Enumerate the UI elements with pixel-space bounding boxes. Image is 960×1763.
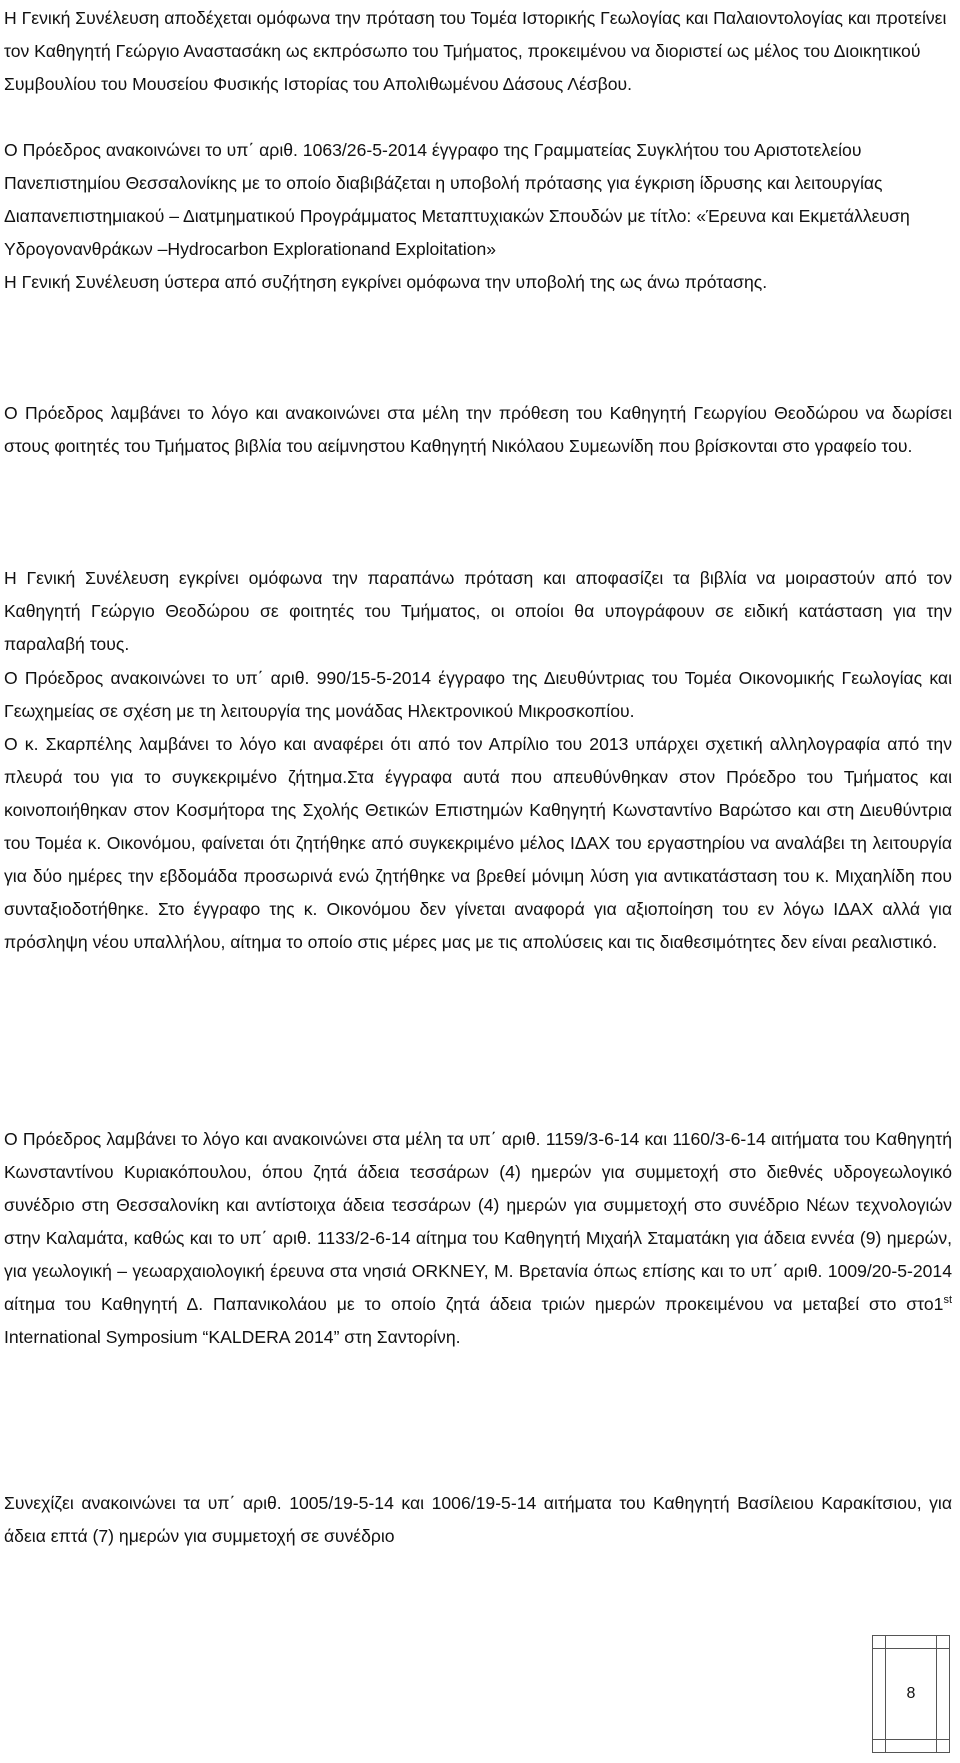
paragraph-group-microscope [4,662,952,959]
leave-requests-text: Ο Πρόεδρος λαμβάνει το λόγο και ανακοινώνει στα μέλη τα υπ΄ αριθ. 1159/3-6-14 και 1160/3-6-14 αιτήματα του Καθηγητή Κωνσταντίνου Κυριακόπουλου, όπου ζητά άδεια τεσσάρων (4) ημερών για συμμετοχή στο διεθνές υδρογεωλογικό συνέδριο στη Θεσσαλονίκη και αντίστοιχα άδεια τεσσάρων (4) ημερών για συμμετοχή στο συνέδριο Νέων τεχνολογιών στην Καλαμάτα, καθώς και το υπ΄ αριθ. 1133/2-6-14 αίτημα του Καθηγητή Μιχαήλ Σταματάκη για άδεια εννέα (9) ημερών, για γεωλογική – γεωαρχαιολογική έρευνα στα νησιά ORKNEY, Μ. Βρετανία όπως επίσης και το υπ΄ αριθ. 1009/20-5-2014 αίτημα του Καθηγητή Δ. Παπανικολάου με το οποίο ζητά άδεια τριών ημερών προκειμένου να μεταβεί στο στο1 [4,1129,952,1314]
page-number: 8 [906,1685,916,1702]
paragraph-hydrocarbon-program: Ο Πρόεδρος ανακοινώνει το υπ΄ αριθ. 1063/26-5-2014 έγγραφο της Γραμματείας Συγκλήτου του Αριστοτελείου Πανεπιστημίου Θεσσαλονίκης με το οποίο διαβιβάζεται η υποβολή πρότασης για έγκριση ίδρυσης και λειτουργίας Διαπανεπιστημιακού – Διατμηματικού Προγράμματος Μεταπτυχιακών Σπουδών με τίτλο: «Έρευνα και Εκμετάλλευση Υδρογονανθράκων –Hydrocarbon Explorationand Exploitation» [4,140,910,259]
paragraph-microscope-document: Ο Πρόεδρος ανακοινώνει το υπ΄ αριθ. 990/15-5-2014 έγγραφο της Διευθύντριας του Τομέα Οικονομικής Γεωλογίας και Γεωχημείας σε σχέση με τη λειτουργία της μονάδας Ηλεκτρονικού Μικροσκοπίου. [4,668,952,721]
paragraph-museum-board: Η Γενική Συνέλευση αποδέχεται ομόφωνα την πρόταση του Τομέα Ιστορικής Γεωλογίας και Παλαιοντολογίας και προτείνει τον Καθηγητή Γεώργιο Αναστασάκη ως εκπρόσωπο του Τμήματος, προκειμένου να διοριστεί ως μέλος του Διοικητικού Συμβουλίου του Μουσείου Φυσικής Ιστορίας του Απολιθωμένου Δάσους Λέσβου. [4,8,947,94]
leave-requests-text-end: International Symposium “KALDERA 2014” στη Σαντορίνη. [4,1327,461,1347]
paragraph-group-hydrocarbon [4,134,952,299]
paragraph-leave-requests [4,1123,952,1354]
paragraph-karakitsios-requests: Συνεχίζει ανακοινώνει τα υπ΄ αριθ. 1005/19-5-14 και 1006/19-5-14 αιτήματα του Καθηγητή Βασίλειου Καρακίτσιου, για άδεια επτά (7) ημερών για συμμετοχή σε συνέδριο [4,1493,952,1546]
paragraph-hydrocarbon-approval: Η Γενική Συνέλευση ύστερα από συζήτηση εγκρίνει ομόφωνα την υποβολή της ως άνω πρότασης. [4,272,768,292]
page-number-box [872,1635,950,1753]
paragraph-skarpelis-statement: Ο κ. Σκαρπέλης λαμβάνει το λόγο και αναφέρει ότι από τον Απρίλιο του 2013 υπάρχει σχετική αλληλογραφία από την πλευρά του για το συγκεκριμένο ζήτημα.Στα έγγραφα αυτά που απευθύνθηκαν στον Πρόεδρο του Τμήματος και κοινοποιήθηκαν στον Κοσμήτορα της Σχολής Θετικών Επιστημών Καθηγητή Κωνσταντίνο Βαρώτσο και στη Διευθύντρια του Τομέα κ. Οικονόμου, φαίνεται ότι ζητήθηκε από συγκεκριμένο μέλος ΙΔΑΧ του εργαστηρίου να αναλάβει τη λειτουργία για δύο ημέρες την εβδομάδα προσωρινά ενώ ζητήθηκε να βρεθεί μόνιμη λύση για αντικατάσταση του κ. Μιχαηλίδη που συνταξιοδοτήθηκε. Στο έγγραφο της κ. Οικονόμου δεν γίνεται αναφορά για αξιοποίηση του εν λόγω ΙΔΑΧ αλλά για πρόσληψη νέου υπαλλήλου, αίτημα το οποίο στις μέρες μας με τις απολύσεις και τις διαθεσιμότητες δεν είναι ρεαλιστικό. [4,734,952,952]
paragraph-book-approval: Η Γενική Συνέλευση εγκρίνει ομόφωνα την παραπάνω πρόταση και αποφασίζει τα βιβλία να μοιραστούν από τον Καθηγητή Γεώργιο Θεοδώρου σε φοιτητές του Τμήματος, οι οποίοι θα υπογράφουν σε ειδική κατάσταση για την παραλαβή τους. [4,568,952,654]
paragraph-book-donation: Ο Πρόεδρος λαμβάνει το λόγο και ανακοινώνει στα μέλη την πρόθεση του Καθηγητή Γεωργίου Θεοδώρου να δωρίσει στους φοιτητές του Τμήματος βιβλία του αείμνηστου Καθηγητή Νικόλαου Συμεωνίδη που βρίσκονται στο γραφείο του. [4,403,952,456]
ordinal-superscript: st [943,1294,952,1307]
